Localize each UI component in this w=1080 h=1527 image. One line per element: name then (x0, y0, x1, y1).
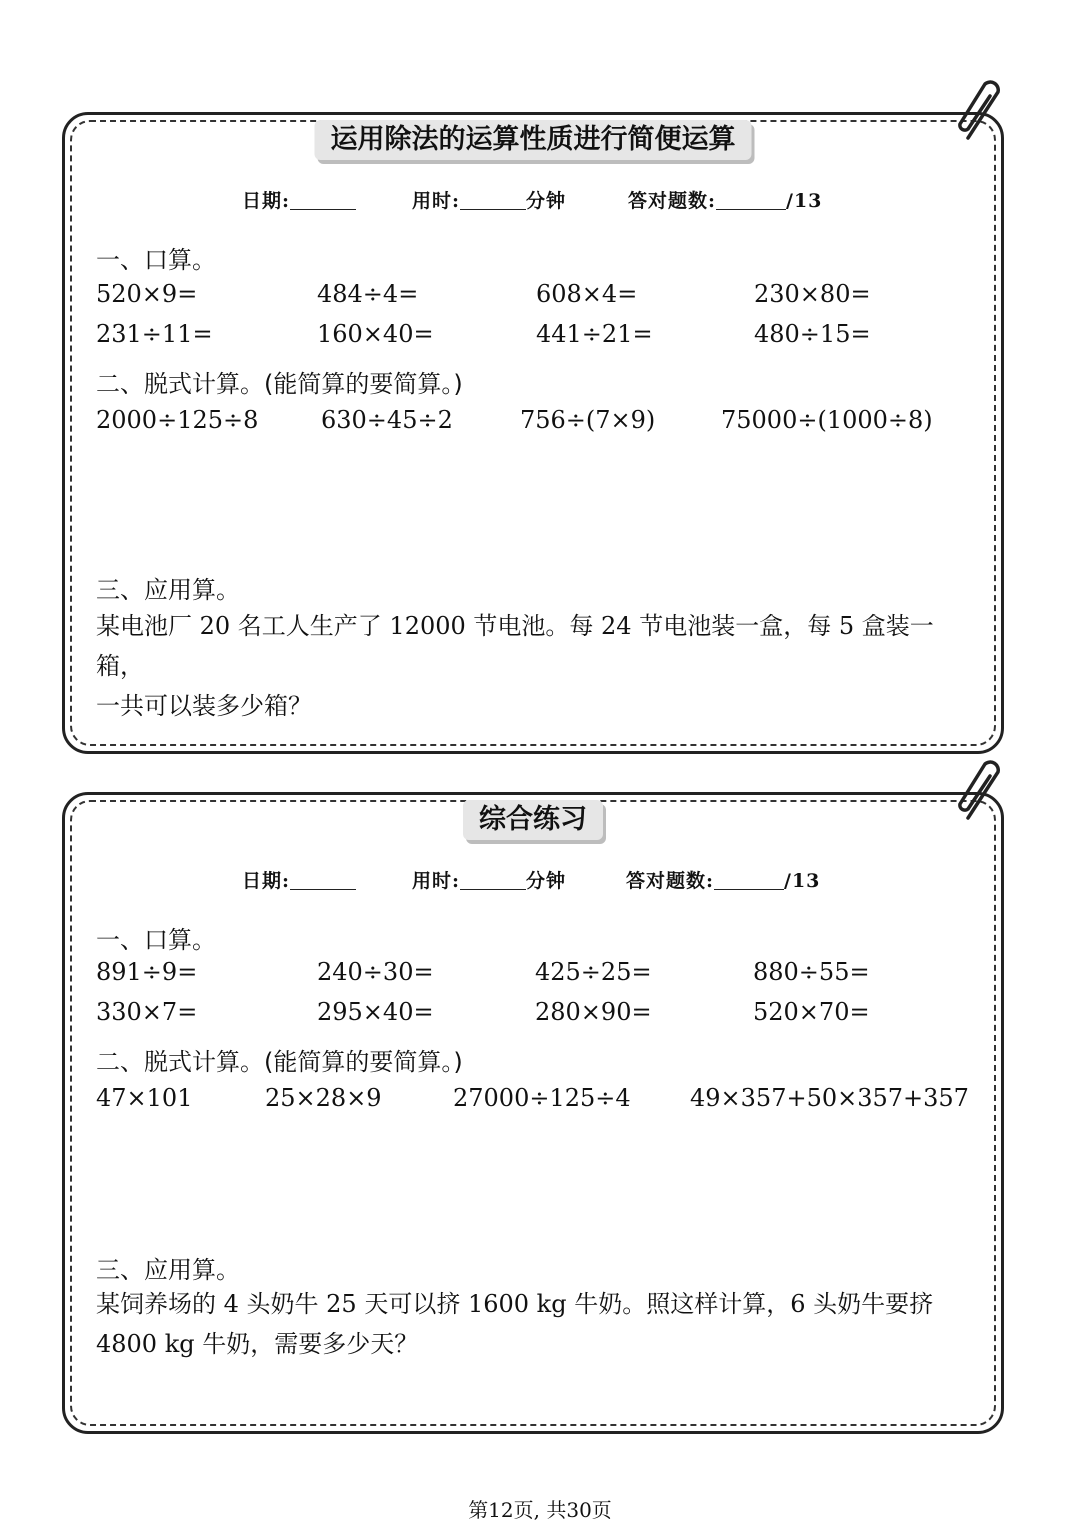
time-blank (460, 869, 526, 890)
section-word-problem: 三、应用算。 (96, 1256, 240, 1284)
score-field (628, 186, 822, 213)
mental-item: 160×40= (317, 320, 434, 348)
section-word-problem: 三、应用算。 (96, 576, 240, 604)
mental-item: 441÷21= (536, 320, 653, 348)
calc-row (62, 1084, 1004, 1116)
mental-item: 240÷30= (317, 958, 434, 986)
exercise-card-2 (62, 792, 1004, 1434)
score-field (626, 866, 820, 893)
mental-row-2 (62, 320, 1004, 352)
problem-line: 某电池厂 20 名工人生产了 12000 节电池。每 24 节电池装一盒，每 5 盒装一箱， (96, 612, 934, 680)
mental-item: 330×7= (96, 998, 198, 1026)
date-label: 日期: (242, 190, 291, 212)
word-problem (96, 1284, 976, 1364)
mental-row-1 (62, 958, 1004, 990)
score-total: /13 (786, 190, 823, 212)
score-label: 答对题数: (626, 870, 715, 892)
mental-item: 520×9= (96, 280, 198, 308)
card-title: 运用除法的运算性质进行简便运算 (315, 120, 752, 160)
problem-line: 一共可以装多少箱？ (96, 692, 312, 720)
time-unit: 分钟 (526, 190, 567, 212)
mental-item: 425÷25= (535, 958, 652, 986)
mental-row-2 (62, 998, 1004, 1030)
section-step-calculation: 二、脱式计算。(能简算的要简算。) (96, 1048, 463, 1076)
mental-item: 891÷9= (96, 958, 198, 986)
score-blank (714, 869, 784, 890)
exercise-card-1 (62, 112, 1004, 754)
mental-item: 608×4= (536, 280, 638, 308)
problem-line: 4800 kg 牛奶，需要多少天？ (96, 1330, 419, 1358)
calc-item: 756÷(7×9) (520, 406, 656, 434)
date-blank (290, 189, 356, 210)
card-title: 综合练习 (463, 800, 603, 840)
mental-row-1 (62, 280, 1004, 312)
calc-item: 25×28×9 (265, 1084, 382, 1112)
word-problem (96, 606, 976, 726)
section-mental-math: 一、口算。 (96, 246, 216, 274)
date-label: 日期: (242, 870, 291, 892)
time-blank (460, 189, 526, 210)
mental-item: 480÷15= (754, 320, 871, 348)
page-footer: 第12页, 共30页 (468, 1498, 612, 1522)
time-field (412, 866, 566, 893)
mental-item: 295×40= (317, 998, 434, 1026)
date-field (242, 186, 356, 213)
time-label: 用时: (412, 190, 461, 212)
paperclip-icon (954, 80, 1010, 146)
mental-item: 484÷4= (317, 280, 419, 308)
calc-item: 2000÷125÷8 (96, 406, 259, 434)
time-unit: 分钟 (526, 870, 567, 892)
paperclip-icon (954, 760, 1010, 826)
date-field (242, 866, 356, 893)
calc-row (62, 406, 1004, 438)
calc-item: 630÷45÷2 (321, 406, 453, 434)
section-step-calculation: 二、脱式计算。(能简算的要简算。) (96, 370, 463, 398)
section-mental-math: 一、口算。 (96, 926, 216, 954)
mental-item: 230×80= (754, 280, 871, 308)
mental-item: 231÷11= (96, 320, 213, 348)
mental-item: 280×90= (535, 998, 652, 1026)
calc-item: 27000÷125÷4 (453, 1084, 631, 1112)
time-field (412, 186, 566, 213)
calc-item: 75000÷(1000÷8) (721, 406, 933, 434)
mental-item: 880÷55= (753, 958, 870, 986)
score-total: /13 (784, 870, 821, 892)
mental-item: 520×70= (753, 998, 870, 1026)
calc-item: 49×357+50×357+357 (690, 1084, 969, 1112)
calc-item: 47×101 (96, 1084, 193, 1112)
time-label: 用时: (412, 870, 461, 892)
date-blank (290, 869, 356, 890)
score-blank (716, 189, 786, 210)
problem-line: 某饲养场的 4 头奶牛 25 天可以挤 1600 kg 牛奶。照这样计算，6 头奶牛要挤 (96, 1290, 934, 1318)
score-label: 答对题数: (628, 190, 717, 212)
